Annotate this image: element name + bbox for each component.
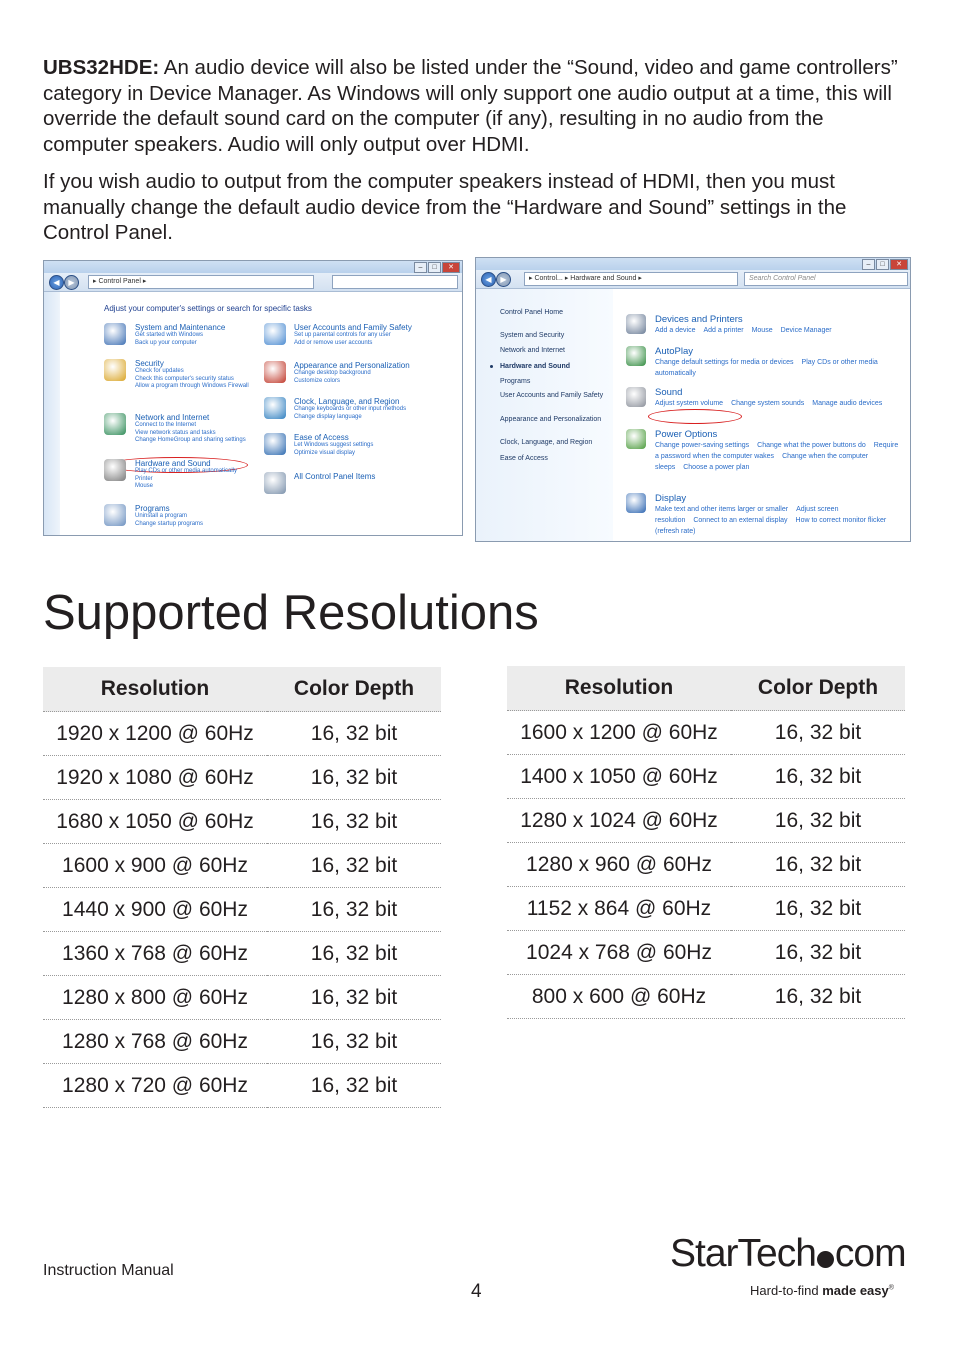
color-depth-cell: 16, 32 bit [267,800,441,844]
category-link[interactable]: Change startup programs [135,520,204,527]
sidebar-item[interactable]: Programs [500,378,531,385]
address-bar-2 [476,270,910,289]
table-row [43,712,441,756]
color-depth-cell: 16, 32 bit [731,799,905,843]
table-row [43,976,441,1020]
section-link[interactable]: Change default settings for media or devices [655,359,794,366]
col-header-resolution: Resolution [43,667,267,712]
close-icon[interactable]: ✕ [442,262,460,273]
table-row [43,1020,441,1064]
model-label: UBS32HDE: [43,56,160,79]
category-item[interactable] [294,323,454,347]
category-icon [104,504,126,526]
resolution-cell: 1024 x 768 @ 60Hz [507,931,731,975]
category-link[interactable]: Customize colors [294,377,341,384]
page-number: 4 [471,1281,482,1302]
category-title[interactable]: All Control Panel Items [294,472,376,481]
category-item[interactable] [294,472,454,481]
table-row [507,843,905,887]
resolution-table-left [43,667,441,1108]
table-row [507,711,905,755]
table-row [43,888,441,932]
color-depth-cell: 16, 32 bit [267,888,441,932]
section-link[interactable]: Choose a power plan [683,464,750,471]
section-link[interactable]: Adjust system volume [655,400,724,407]
section-icon [626,493,646,513]
search-field[interactable] [332,275,458,289]
section-link[interactable]: Connect to an external display [693,517,788,524]
category-link[interactable]: Check for updates [135,368,184,374]
sidebar-item[interactable]: Control Panel Home [500,309,564,316]
resolution-cell: 1680 x 1050 @ 60Hz [43,800,267,844]
section-icon [626,429,646,449]
category-link[interactable]: Set up parental controls for any user [294,332,391,338]
category-link[interactable]: Let Windows suggest settings [294,442,374,448]
address-bar [44,273,462,292]
logo-dot-icon [817,1251,834,1268]
resolution-cell: 1280 x 800 @ 60Hz [43,976,267,1020]
color-depth-cell: 16, 32 bit [267,1064,441,1108]
category-title[interactable]: Appearance and Personalization [294,361,410,370]
maximize-icon[interactable]: □ [428,262,441,273]
minimize-icon[interactable]: – [862,259,875,270]
category-icon [104,323,126,345]
table-row [43,1064,441,1108]
section-link[interactable]: Add a printer [703,327,744,334]
table-row [43,932,441,976]
minimize-icon[interactable]: – [414,262,427,273]
logo-tagline: Hard-to-find made easy® [750,1283,894,1298]
color-depth-cell: 16, 32 bit [731,975,905,1019]
window-titlebar [44,261,462,273]
category-title[interactable]: Clock, Language, and Region [294,397,400,406]
category-link[interactable]: Allow a program through Windows Firewall [135,383,249,389]
color-depth-cell: 16, 32 bit [731,931,905,975]
back-arrow-icon[interactable]: ◀ [481,272,496,287]
color-depth-cell: 16, 32 bit [731,755,905,799]
section-link[interactable]: Change when the computer sleeps [655,453,869,471]
section-title[interactable]: Display [655,493,687,504]
section-links [655,440,900,473]
control-panel-screenshot [43,260,463,536]
section-item [655,429,900,473]
category-link[interactable]: Printer [135,475,153,482]
category-title[interactable]: Network and Internet [135,413,210,422]
category-link[interactable]: View network status and tasks [135,429,216,436]
page-title: Supported Resolutions [43,586,539,640]
sidebar-item[interactable]: Ease of Access [500,455,548,462]
category-icon [264,433,286,455]
category-title[interactable]: Hardware and Sound [135,459,211,468]
category-link[interactable]: Connect to the Internet [135,422,197,428]
sidebar-item[interactable]: Clock, Language, and Region [500,439,593,446]
category-item[interactable] [135,504,295,528]
category-icon [104,359,126,381]
section-links [655,325,900,336]
section-item [655,314,900,336]
category-link[interactable]: Change HomeGroup and sharing settings [135,437,246,443]
section-link[interactable]: Mouse [751,327,773,334]
section-links [655,504,900,537]
color-depth-cell: 16, 32 bit [267,844,441,888]
color-depth-cell: 16, 32 bit [267,1020,441,1064]
section-link[interactable]: Require a password when the computer wakes [655,442,899,460]
color-depth-cell: 16, 32 bit [267,976,441,1020]
table-row [507,755,905,799]
category-item[interactable] [294,397,454,421]
color-depth-cell: 16, 32 bit [731,887,905,931]
category-link[interactable]: Check this computer's security status [135,375,234,382]
color-depth-cell: 16, 32 bit [731,843,905,887]
section-link[interactable]: Play CDs or other media automatically [655,359,878,377]
resolution-table-right [507,666,905,1019]
category-icon [264,472,286,494]
table-row [43,756,441,800]
section-link[interactable]: Add a device [655,327,696,334]
hardware-sound-screenshot [475,257,911,542]
col-header-color-depth: Color Depth [267,667,441,712]
section-item [655,387,900,409]
section-icon [626,346,646,366]
intro-text-1: An audio device will also be listed under the “Sound, video and game controllers” category in Device Manager. As Windows will only support one audio output at a time, this will override the default sound card on the computer (if any), resulting in no audio from the computer speakers. Audio will only output over HDMI. [43,56,898,156]
table-row [507,799,905,843]
category-title[interactable]: System and Maintenance [135,323,226,332]
maximize-icon[interactable]: □ [876,259,889,270]
resolution-cell: 1440 x 900 @ 60Hz [43,888,267,932]
category-link[interactable]: Play CDs or other media automatically [135,468,238,474]
intro-paragraph-2 [43,169,913,246]
resolution-cell: 800 x 600 @ 60Hz [507,975,731,1019]
color-depth-cell: 16, 32 bit [267,712,441,756]
table-row [507,887,905,931]
section-link[interactable]: Make text and other items larger or smaller [655,506,789,513]
category-link[interactable]: Mouse [135,483,154,489]
resolution-cell: 1280 x 768 @ 60Hz [43,1020,267,1064]
sidebar-item[interactable]: Appearance and Personalization [500,416,602,423]
category-icon [264,361,286,383]
back-arrow-icon[interactable]: ◀ [49,275,64,290]
section-links [655,357,900,379]
sidebar-item[interactable]: System and Security [500,332,565,339]
section-item [655,346,900,379]
sidebar-item[interactable]: Hardware and Sound [500,363,571,370]
address-field-2[interactable]: ▸ Control... ▸ Hardware and Sound ▸ [524,272,738,286]
category-link[interactable]: Change desktop background [294,370,371,376]
left-strip [44,292,60,535]
cp-sidebar [476,289,613,541]
color-depth-cell: 16, 32 bit [267,756,441,800]
table-row [507,931,905,975]
resolution-cell: 1600 x 1200 @ 60Hz [507,711,731,755]
resolution-cell: 1920 x 1200 @ 60Hz [43,712,267,756]
col-header-color-depth: Color Depth [731,666,905,711]
manage-audio-highlight [648,409,742,424]
section-title[interactable]: Power Options [655,429,718,440]
category-title[interactable]: Programs [135,504,170,513]
category-icon [104,413,126,435]
close-icon[interactable]: ✕ [890,259,908,270]
intro-paragraph-1 [43,55,913,157]
category-link[interactable]: Get started with Windows [135,332,204,338]
section-link[interactable]: How to correct monitor flicker (refresh rate) [655,517,887,535]
category-link[interactable]: Uninstall a program [135,513,188,519]
category-item[interactable] [294,361,454,385]
section-link[interactable]: Adjust screen resolution [655,506,839,524]
resolution-cell: 1360 x 768 @ 60Hz [43,932,267,976]
section-title[interactable]: Sound [655,387,683,398]
category-title[interactable]: Ease of Access [294,433,349,442]
category-link[interactable]: Back up your computer [135,339,197,346]
category-icon [264,323,286,345]
current-bullet-icon [490,365,493,368]
resolution-cell: 1920 x 1080 @ 60Hz [43,756,267,800]
col-header-resolution: Resolution [507,666,731,711]
section-link[interactable]: Change power-saving settings [655,442,750,449]
search-field-2[interactable]: Search Control Panel [744,272,908,286]
resolution-cell: 1400 x 1050 @ 60Hz [507,755,731,799]
category-link[interactable]: Add or remove user accounts [294,339,373,346]
forward-arrow-icon[interactable]: ▶ [64,275,79,290]
table-row [43,800,441,844]
window-titlebar-2 [476,258,910,270]
sidebar-item[interactable]: User Accounts and Family Safety [500,392,604,399]
resolution-cell: 1600 x 900 @ 60Hz [43,844,267,888]
startech-logo: StarTech com [670,1232,906,1275]
section-link[interactable]: Change system sounds [731,400,805,407]
category-item[interactable] [294,433,454,457]
category-link[interactable]: Change keyboards or other input methods [294,406,407,412]
resolution-cell: 1280 x 960 @ 60Hz [507,843,731,887]
address-field[interactable]: ▸ Control Panel ▸ [88,275,314,289]
section-icon [626,387,646,407]
section-links [655,398,900,409]
section-title[interactable]: AutoPlay [655,346,694,357]
color-depth-cell: 16, 32 bit [731,711,905,755]
resolution-cell: 1152 x 864 @ 60Hz [507,887,731,931]
section-link[interactable]: Device Manager [780,327,832,334]
footer-manual-label: Instruction Manual [43,1262,174,1279]
resolution-cell: 1280 x 1024 @ 60Hz [507,799,731,843]
table-row [507,975,905,1019]
table-row [43,844,441,888]
forward-arrow-icon[interactable]: ▶ [496,272,511,287]
section-title[interactable]: Devices and Printers [655,314,743,325]
category-title[interactable]: Security [135,359,164,368]
category-icon [104,459,126,481]
color-depth-cell: 16, 32 bit [267,932,441,976]
category-icon [264,397,286,419]
category-title[interactable]: User Accounts and Family Safety [294,323,412,332]
resolution-cell: 1280 x 720 @ 60Hz [43,1064,267,1108]
sidebar-item[interactable]: Network and Internet [500,347,565,354]
cp-heading: Adjust your computer's settings or search for specific tasks [104,304,312,313]
section-link[interactable]: Manage audio devices [812,400,883,407]
category-link[interactable]: Change display language [294,413,362,420]
intro-text-2: If you wish audio to output from the computer speakers instead of HDMI, then you must manually change the default audio device from the “Hardware and Sound” settings in the Control Panel. [43,170,847,244]
section-item [655,493,900,537]
category-link[interactable]: Optimize visual display [294,449,356,456]
section-link[interactable]: Change what the power buttons do [757,442,866,449]
section-icon [626,314,646,334]
